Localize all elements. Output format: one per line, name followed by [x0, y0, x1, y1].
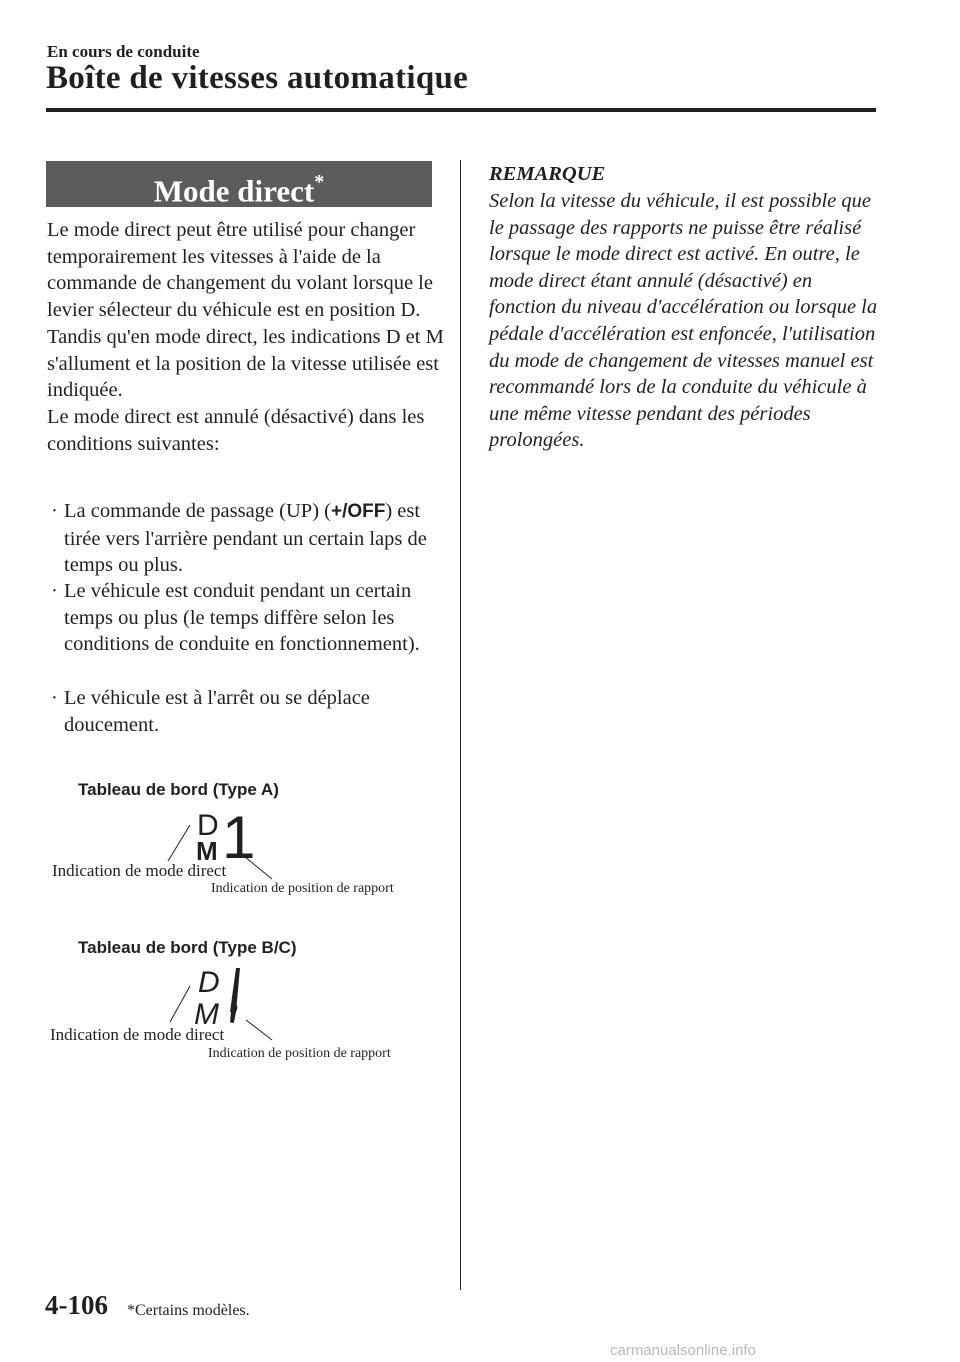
footnote: *Certains modèles.: [127, 1302, 250, 1319]
list-item-text: Le véhicule est à l'arrêt ou se déplace doucement.: [64, 687, 370, 736]
section-title-mark: *: [314, 171, 325, 193]
bullet-marker: ·: [51, 580, 58, 602]
page-title: Boîte de vitesses automatique: [46, 60, 469, 96]
figure-a-letter-d: D: [197, 809, 219, 842]
figure-bc-letter-d: D: [198, 966, 220, 999]
figure-a-letter-m: M: [196, 836, 218, 866]
remark-text: Selon la vitesse du véhicule, il est possible que le passage des rapports ne puisse être réalisé lorsque le mode direct est activé. En outre, le mode direct étant annulé (désactivé) en fonction du niveau d'accélération ou lorsque la pédale d'accélération est enfoncée, l'utilisation du mode de changement de vitesses manuel est recommandé lors de la conduite du véhicule à une même vitesse pendant des périodes prolongées.: [489, 190, 878, 452]
list-item-text-after: ) est tirée vers l'arrière pendant un certain laps de temps ou plus.: [64, 500, 427, 577]
figure-a-callout-mode: Indication de mode direct: [52, 861, 227, 880]
intro-text: [47, 217, 447, 457]
breadcrumb: En cours de conduite: [47, 42, 200, 61]
intro-paragraph: Le mode direct est annulé (désactivé) dans les conditions suivantes:: [47, 405, 425, 455]
watermark: carmanualsonline.info: [610, 1342, 756, 1359]
column-divider: [460, 160, 461, 1290]
figure-a-callout-gear: Indication de position de rapport: [211, 881, 394, 896]
list-item-text: Le véhicule est conduit pendant un certain temps ou plus (le temps diffère selon les conditions de conduite en fonctionnement).: [64, 580, 420, 656]
figure-a-gear-digit: 1: [222, 805, 256, 871]
list-item-text-before: La commande de passage (UP) (: [64, 500, 331, 522]
figure-bc-callout-mode: Indication de mode direct: [50, 1025, 225, 1044]
page-number: 4-106: [45, 1290, 108, 1320]
title-rule: [46, 108, 876, 112]
figure-bc-callout-line-gear: [246, 1020, 272, 1040]
intro-paragraph: Le mode direct peut être utilisé pour changer temporairement les vitesses à l'aide de la commande de changement du volant lorsque le levier sélecteur du véhicule est en position D.: [47, 219, 433, 322]
figure-bc-callout-gear: Indication de position de rapport: [208, 1046, 391, 1061]
bullet-marker: ·: [51, 500, 58, 522]
up-off-key-glyph: +/OFF: [330, 501, 386, 522]
figure-a-title: Tableau de bord (Type A): [78, 780, 279, 799]
list-item-text: [64, 498, 444, 579]
bullet-marker: ·: [51, 687, 58, 709]
figure-bc-callout-line-mode: [170, 986, 190, 1022]
intro-paragraph: Tandis qu'en mode direct, les indications D et M s'allument et la position de la vitesse utilisée est indiquée.: [47, 325, 444, 402]
section-banner: [46, 161, 432, 207]
figure-bc-letter-m: M: [194, 998, 219, 1031]
figure-a-callout-line-mode: [168, 825, 190, 861]
figure-bc-title: Tableau de bord (Type B/C): [78, 938, 297, 957]
section-title: Mode direct: [153, 173, 315, 209]
remark-heading: REMARQUE: [489, 163, 606, 185]
